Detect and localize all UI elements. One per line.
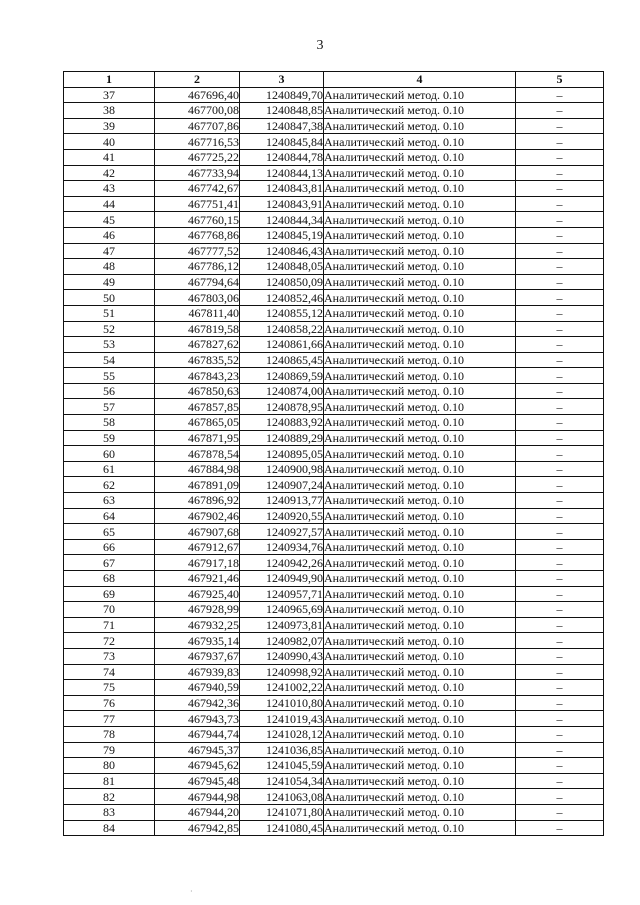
x-coordinate-cell: 467819,58 xyxy=(155,321,240,337)
point-number-cell: 54 xyxy=(64,352,155,368)
dash-cell: – xyxy=(516,586,604,602)
method-cell: Аналитический метод. 0.10 xyxy=(324,695,516,711)
dash-cell: – xyxy=(516,181,604,197)
table-row xyxy=(64,493,604,509)
method-cell: Аналитический метод. 0.10 xyxy=(324,508,516,524)
y-coordinate-cell: 1241045,59 xyxy=(240,758,324,774)
y-coordinate-cell: 1240852,46 xyxy=(240,290,324,306)
dash-cell: – xyxy=(516,383,604,399)
y-coordinate-cell: 1240869,59 xyxy=(240,368,324,384)
dash-cell: – xyxy=(516,648,604,664)
method-cell: Аналитический метод. 0.10 xyxy=(324,368,516,384)
point-number-cell: 37 xyxy=(64,87,155,103)
x-coordinate-cell: 467917,18 xyxy=(155,555,240,571)
dash-cell: – xyxy=(516,305,604,321)
x-coordinate-cell: 467878,54 xyxy=(155,446,240,462)
point-number-cell: 67 xyxy=(64,555,155,571)
method-cell: Аналитический метод. 0.10 xyxy=(324,680,516,696)
method-cell: Аналитический метод. 0.10 xyxy=(324,290,516,306)
table-row xyxy=(64,664,604,680)
point-number-cell: 76 xyxy=(64,695,155,711)
y-coordinate-cell: 1240848,85 xyxy=(240,103,324,119)
method-cell: Аналитический метод. 0.10 xyxy=(324,617,516,633)
point-number-cell: 71 xyxy=(64,617,155,633)
x-coordinate-cell: 467945,48 xyxy=(155,773,240,789)
method-cell: Аналитический метод. 0.10 xyxy=(324,274,516,290)
dash-cell: – xyxy=(516,165,604,181)
point-number-cell: 70 xyxy=(64,602,155,618)
point-number-cell: 56 xyxy=(64,383,155,399)
table-row xyxy=(64,602,604,618)
y-coordinate-cell: 1240843,91 xyxy=(240,196,324,212)
point-number-cell: 63 xyxy=(64,493,155,509)
y-coordinate-cell: 1241019,43 xyxy=(240,711,324,727)
x-coordinate-cell: 467945,62 xyxy=(155,758,240,774)
method-cell: Аналитический метод. 0.10 xyxy=(324,227,516,243)
x-coordinate-cell: 467700,08 xyxy=(155,103,240,119)
method-cell: Аналитический метод. 0.10 xyxy=(324,446,516,462)
x-coordinate-cell: 467896,92 xyxy=(155,493,240,509)
dash-cell: – xyxy=(516,352,604,368)
y-coordinate-cell: 1240998,92 xyxy=(240,664,324,680)
x-coordinate-cell: 467907,68 xyxy=(155,524,240,540)
method-cell: Аналитический метод. 0.10 xyxy=(324,711,516,727)
method-cell: Аналитический метод. 0.10 xyxy=(324,259,516,275)
y-coordinate-cell: 1240845,19 xyxy=(240,227,324,243)
table-row xyxy=(64,118,604,134)
x-coordinate-cell: 467940,59 xyxy=(155,680,240,696)
y-coordinate-cell: 1240845,84 xyxy=(240,134,324,150)
method-cell: Аналитический метод. 0.10 xyxy=(324,789,516,805)
table-row xyxy=(64,383,604,399)
column-header: 2 xyxy=(155,72,240,88)
x-coordinate-cell: 467925,40 xyxy=(155,586,240,602)
dash-cell: – xyxy=(516,415,604,431)
method-cell: Аналитический метод. 0.10 xyxy=(324,383,516,399)
dash-cell: – xyxy=(516,461,604,477)
method-cell: Аналитический метод. 0.10 xyxy=(324,243,516,259)
table-row xyxy=(64,134,604,150)
dash-cell: – xyxy=(516,337,604,353)
x-coordinate-cell: 467942,85 xyxy=(155,820,240,836)
y-coordinate-cell: 1240844,13 xyxy=(240,165,324,181)
table-row xyxy=(64,680,604,696)
table-row xyxy=(64,243,604,259)
method-cell: Аналитический метод. 0.10 xyxy=(324,477,516,493)
y-coordinate-cell: 1240883,92 xyxy=(240,415,324,431)
x-coordinate-cell: 467811,40 xyxy=(155,305,240,321)
column-header: 1 xyxy=(64,72,155,88)
method-cell: Аналитический метод. 0.10 xyxy=(324,134,516,150)
point-number-cell: 83 xyxy=(64,804,155,820)
y-coordinate-cell: 1241036,85 xyxy=(240,742,324,758)
dash-cell: – xyxy=(516,290,604,306)
table-row xyxy=(64,430,604,446)
y-coordinate-cell: 1241010,80 xyxy=(240,695,324,711)
method-cell: Аналитический метод. 0.10 xyxy=(324,586,516,602)
dash-cell: – xyxy=(516,695,604,711)
point-number-cell: 58 xyxy=(64,415,155,431)
x-coordinate-cell: 467843,23 xyxy=(155,368,240,384)
method-cell: Аналитический метод. 0.10 xyxy=(324,321,516,337)
method-cell: Аналитический метод. 0.10 xyxy=(324,399,516,415)
x-coordinate-cell: 467932,25 xyxy=(155,617,240,633)
method-cell: Аналитический метод. 0.10 xyxy=(324,87,516,103)
dash-cell: – xyxy=(516,758,604,774)
point-number-cell: 39 xyxy=(64,118,155,134)
point-number-cell: 40 xyxy=(64,134,155,150)
x-coordinate-cell: 467939,83 xyxy=(155,664,240,680)
x-coordinate-cell: 467803,06 xyxy=(155,290,240,306)
table-row xyxy=(64,524,604,540)
point-number-cell: 66 xyxy=(64,539,155,555)
table-row xyxy=(64,321,604,337)
table-row xyxy=(64,758,604,774)
table-header-row xyxy=(64,72,604,88)
dash-cell: – xyxy=(516,103,604,119)
point-number-cell: 72 xyxy=(64,633,155,649)
y-coordinate-cell: 1241028,12 xyxy=(240,726,324,742)
x-coordinate-cell: 467742,67 xyxy=(155,181,240,197)
point-number-cell: 60 xyxy=(64,446,155,462)
y-coordinate-cell: 1240942,26 xyxy=(240,555,324,571)
point-number-cell: 42 xyxy=(64,165,155,181)
table-row xyxy=(64,539,604,555)
x-coordinate-cell: 467835,52 xyxy=(155,352,240,368)
y-coordinate-cell: 1241063,08 xyxy=(240,789,324,805)
coordinates-table xyxy=(63,71,604,836)
dash-cell: – xyxy=(516,524,604,540)
x-coordinate-cell: 467928,99 xyxy=(155,602,240,618)
table-row xyxy=(64,804,604,820)
y-coordinate-cell: 1241080,45 xyxy=(240,820,324,836)
y-coordinate-cell: 1240889,29 xyxy=(240,430,324,446)
point-number-cell: 45 xyxy=(64,212,155,228)
dash-cell: – xyxy=(516,711,604,727)
dash-cell: – xyxy=(516,196,604,212)
table-row xyxy=(64,227,604,243)
y-coordinate-cell: 1240957,71 xyxy=(240,586,324,602)
table-row xyxy=(64,695,604,711)
x-coordinate-cell: 467696,40 xyxy=(155,87,240,103)
y-coordinate-cell: 1240927,57 xyxy=(240,524,324,540)
table-row xyxy=(64,461,604,477)
y-coordinate-cell: 1240934,76 xyxy=(240,539,324,555)
point-number-cell: 80 xyxy=(64,758,155,774)
x-coordinate-cell: 467935,14 xyxy=(155,633,240,649)
x-coordinate-cell: 467944,74 xyxy=(155,726,240,742)
y-coordinate-cell: 1240848,05 xyxy=(240,259,324,275)
table-row xyxy=(64,165,604,181)
table-row xyxy=(64,477,604,493)
y-coordinate-cell: 1240982,07 xyxy=(240,633,324,649)
column-header: 3 xyxy=(240,72,324,88)
x-coordinate-cell: 467865,05 xyxy=(155,415,240,431)
dash-cell: – xyxy=(516,274,604,290)
method-cell: Аналитический метод. 0.10 xyxy=(324,415,516,431)
method-cell: Аналитический метод. 0.10 xyxy=(324,804,516,820)
dash-cell: – xyxy=(516,820,604,836)
method-cell: Аналитический метод. 0.10 xyxy=(324,149,516,165)
y-coordinate-cell: 1241002,22 xyxy=(240,680,324,696)
column-header: 4 xyxy=(324,72,516,88)
x-coordinate-cell: 467707,86 xyxy=(155,118,240,134)
y-coordinate-cell: 1240907,24 xyxy=(240,477,324,493)
table-row xyxy=(64,103,604,119)
y-coordinate-cell: 1240913,77 xyxy=(240,493,324,509)
x-coordinate-cell: 467827,62 xyxy=(155,337,240,353)
y-coordinate-cell: 1240900,98 xyxy=(240,461,324,477)
point-number-cell: 73 xyxy=(64,648,155,664)
method-cell: Аналитический метод. 0.10 xyxy=(324,493,516,509)
x-coordinate-cell: 467944,20 xyxy=(155,804,240,820)
x-coordinate-cell: 467760,15 xyxy=(155,212,240,228)
dash-cell: – xyxy=(516,789,604,805)
point-number-cell: 55 xyxy=(64,368,155,384)
table-row xyxy=(64,711,604,727)
dash-cell: – xyxy=(516,493,604,509)
x-coordinate-cell: 467945,37 xyxy=(155,742,240,758)
y-coordinate-cell: 1240874,00 xyxy=(240,383,324,399)
dash-cell: – xyxy=(516,664,604,680)
x-coordinate-cell: 467725,22 xyxy=(155,149,240,165)
method-cell: Аналитический метод. 0.10 xyxy=(324,773,516,789)
y-coordinate-cell: 1240990,43 xyxy=(240,648,324,664)
x-coordinate-cell: 467884,98 xyxy=(155,461,240,477)
table-row xyxy=(64,399,604,415)
point-number-cell: 82 xyxy=(64,789,155,805)
table-row xyxy=(64,305,604,321)
dash-cell: – xyxy=(516,446,604,462)
point-number-cell: 49 xyxy=(64,274,155,290)
dash-cell: – xyxy=(516,399,604,415)
method-cell: Аналитический метод. 0.10 xyxy=(324,555,516,571)
dash-cell: – xyxy=(516,243,604,259)
table-row xyxy=(64,789,604,805)
dash-cell: – xyxy=(516,259,604,275)
y-coordinate-cell: 1240847,38 xyxy=(240,118,324,134)
dash-cell: – xyxy=(516,680,604,696)
point-number-cell: 65 xyxy=(64,524,155,540)
point-number-cell: 52 xyxy=(64,321,155,337)
y-coordinate-cell: 1240849,70 xyxy=(240,87,324,103)
point-number-cell: 77 xyxy=(64,711,155,727)
point-number-cell: 61 xyxy=(64,461,155,477)
method-cell: Аналитический метод. 0.10 xyxy=(324,648,516,664)
table-row xyxy=(64,87,604,103)
x-coordinate-cell: 467902,46 xyxy=(155,508,240,524)
y-coordinate-cell: 1240973,81 xyxy=(240,617,324,633)
point-number-cell: 38 xyxy=(64,103,155,119)
y-coordinate-cell: 1240850,09 xyxy=(240,274,324,290)
x-coordinate-cell: 467751,41 xyxy=(155,196,240,212)
method-cell: Аналитический метод. 0.10 xyxy=(324,181,516,197)
method-cell: Аналитический метод. 0.10 xyxy=(324,430,516,446)
x-coordinate-cell: 467786,12 xyxy=(155,259,240,275)
column-header: 5 xyxy=(516,72,604,88)
table-row xyxy=(64,633,604,649)
y-coordinate-cell: 1240858,22 xyxy=(240,321,324,337)
point-number-cell: 59 xyxy=(64,430,155,446)
method-cell: Аналитический метод. 0.10 xyxy=(324,571,516,587)
y-coordinate-cell: 1240846,43 xyxy=(240,243,324,259)
method-cell: Аналитический метод. 0.10 xyxy=(324,352,516,368)
dash-cell: – xyxy=(516,742,604,758)
point-number-cell: 64 xyxy=(64,508,155,524)
dash-cell: – xyxy=(516,87,604,103)
y-coordinate-cell: 1240878,95 xyxy=(240,399,324,415)
y-coordinate-cell: 1240861,66 xyxy=(240,337,324,353)
method-cell: Аналитический метод. 0.10 xyxy=(324,742,516,758)
y-coordinate-cell: 1240865,45 xyxy=(240,352,324,368)
y-coordinate-cell: 1241071,80 xyxy=(240,804,324,820)
point-number-cell: 50 xyxy=(64,290,155,306)
dash-cell: – xyxy=(516,368,604,384)
point-number-cell: 69 xyxy=(64,586,155,602)
x-coordinate-cell: 467857,85 xyxy=(155,399,240,415)
x-coordinate-cell: 467942,36 xyxy=(155,695,240,711)
point-number-cell: 62 xyxy=(64,477,155,493)
table-row xyxy=(64,259,604,275)
method-cell: Аналитический метод. 0.10 xyxy=(324,118,516,134)
page-number: 3 xyxy=(316,38,324,53)
table-row xyxy=(64,212,604,228)
y-coordinate-cell: 1240844,34 xyxy=(240,212,324,228)
table-row xyxy=(64,446,604,462)
table-row xyxy=(64,648,604,664)
dash-cell: – xyxy=(516,726,604,742)
point-number-cell: 74 xyxy=(64,664,155,680)
table-row xyxy=(64,726,604,742)
dash-cell: – xyxy=(516,773,604,789)
table-row xyxy=(64,149,604,165)
y-coordinate-cell: 1240965,69 xyxy=(240,602,324,618)
table-row xyxy=(64,555,604,571)
method-cell: Аналитический метод. 0.10 xyxy=(324,524,516,540)
y-coordinate-cell: 1240855,12 xyxy=(240,305,324,321)
method-cell: Аналитический метод. 0.10 xyxy=(324,212,516,228)
x-coordinate-cell: 467768,86 xyxy=(155,227,240,243)
table-row xyxy=(64,586,604,602)
x-coordinate-cell: 467944,98 xyxy=(155,789,240,805)
point-number-cell: 44 xyxy=(64,196,155,212)
y-coordinate-cell: 1240843,81 xyxy=(240,181,324,197)
table-row xyxy=(64,415,604,431)
method-cell: Аналитический метод. 0.10 xyxy=(324,726,516,742)
x-coordinate-cell: 467937,67 xyxy=(155,648,240,664)
method-cell: Аналитический метод. 0.10 xyxy=(324,664,516,680)
x-coordinate-cell: 467891,09 xyxy=(155,477,240,493)
dash-cell: – xyxy=(516,602,604,618)
method-cell: Аналитический метод. 0.10 xyxy=(324,539,516,555)
y-coordinate-cell: 1240949,90 xyxy=(240,571,324,587)
x-coordinate-cell: 467733,94 xyxy=(155,165,240,181)
table-row xyxy=(64,196,604,212)
y-coordinate-cell: 1241054,34 xyxy=(240,773,324,789)
method-cell: Аналитический метод. 0.10 xyxy=(324,602,516,618)
dash-cell: – xyxy=(516,227,604,243)
table-row xyxy=(64,617,604,633)
point-number-cell: 79 xyxy=(64,742,155,758)
dash-cell: – xyxy=(516,118,604,134)
point-number-cell: 46 xyxy=(64,227,155,243)
table-row xyxy=(64,290,604,306)
point-number-cell: 84 xyxy=(64,820,155,836)
point-number-cell: 75 xyxy=(64,680,155,696)
point-number-cell: 43 xyxy=(64,181,155,197)
method-cell: Аналитический метод. 0.10 xyxy=(324,461,516,477)
table-row xyxy=(64,181,604,197)
dash-cell: – xyxy=(516,804,604,820)
method-cell: Аналитический метод. 0.10 xyxy=(324,165,516,181)
y-coordinate-cell: 1240920,55 xyxy=(240,508,324,524)
dash-cell: – xyxy=(516,149,604,165)
dash-cell: – xyxy=(516,571,604,587)
point-number-cell: 41 xyxy=(64,149,155,165)
point-number-cell: 78 xyxy=(64,726,155,742)
method-cell: Аналитический метод. 0.10 xyxy=(324,758,516,774)
point-number-cell: 51 xyxy=(64,305,155,321)
dash-cell: – xyxy=(516,134,604,150)
method-cell: Аналитический метод. 0.10 xyxy=(324,337,516,353)
x-coordinate-cell: 467794,64 xyxy=(155,274,240,290)
dash-cell: – xyxy=(516,321,604,337)
table-row xyxy=(64,368,604,384)
method-cell: Аналитический метод. 0.10 xyxy=(324,820,516,836)
dash-cell: – xyxy=(516,539,604,555)
x-coordinate-cell: 467871,95 xyxy=(155,430,240,446)
dash-cell: – xyxy=(516,508,604,524)
dash-cell: – xyxy=(516,212,604,228)
point-number-cell: 68 xyxy=(64,571,155,587)
x-coordinate-cell: 467850,63 xyxy=(155,383,240,399)
table-row xyxy=(64,742,604,758)
table-row xyxy=(64,773,604,789)
x-coordinate-cell: 467777,52 xyxy=(155,243,240,259)
method-cell: Аналитический метод. 0.10 xyxy=(324,196,516,212)
table-row xyxy=(64,571,604,587)
scan-speck: · xyxy=(190,887,193,896)
y-coordinate-cell: 1240844,78 xyxy=(240,149,324,165)
x-coordinate-cell: 467921,46 xyxy=(155,571,240,587)
point-number-cell: 53 xyxy=(64,337,155,353)
method-cell: Аналитический метод. 0.10 xyxy=(324,305,516,321)
table-row xyxy=(64,352,604,368)
point-number-cell: 48 xyxy=(64,259,155,275)
table-row xyxy=(64,820,604,836)
point-number-cell: 81 xyxy=(64,773,155,789)
x-coordinate-cell: 467943,73 xyxy=(155,711,240,727)
dash-cell: – xyxy=(516,477,604,493)
method-cell: Аналитический метод. 0.10 xyxy=(324,103,516,119)
x-coordinate-cell: 467912,67 xyxy=(155,539,240,555)
dash-cell: – xyxy=(516,430,604,446)
method-cell: Аналитический метод. 0.10 xyxy=(324,633,516,649)
table-row xyxy=(64,508,604,524)
table-row xyxy=(64,274,604,290)
dash-cell: – xyxy=(516,555,604,571)
y-coordinate-cell: 1240895,05 xyxy=(240,446,324,462)
dash-cell: – xyxy=(516,633,604,649)
dash-cell: – xyxy=(516,617,604,633)
point-number-cell: 57 xyxy=(64,399,155,415)
x-coordinate-cell: 467716,53 xyxy=(155,134,240,150)
point-number-cell: 47 xyxy=(64,243,155,259)
table-row xyxy=(64,337,604,353)
